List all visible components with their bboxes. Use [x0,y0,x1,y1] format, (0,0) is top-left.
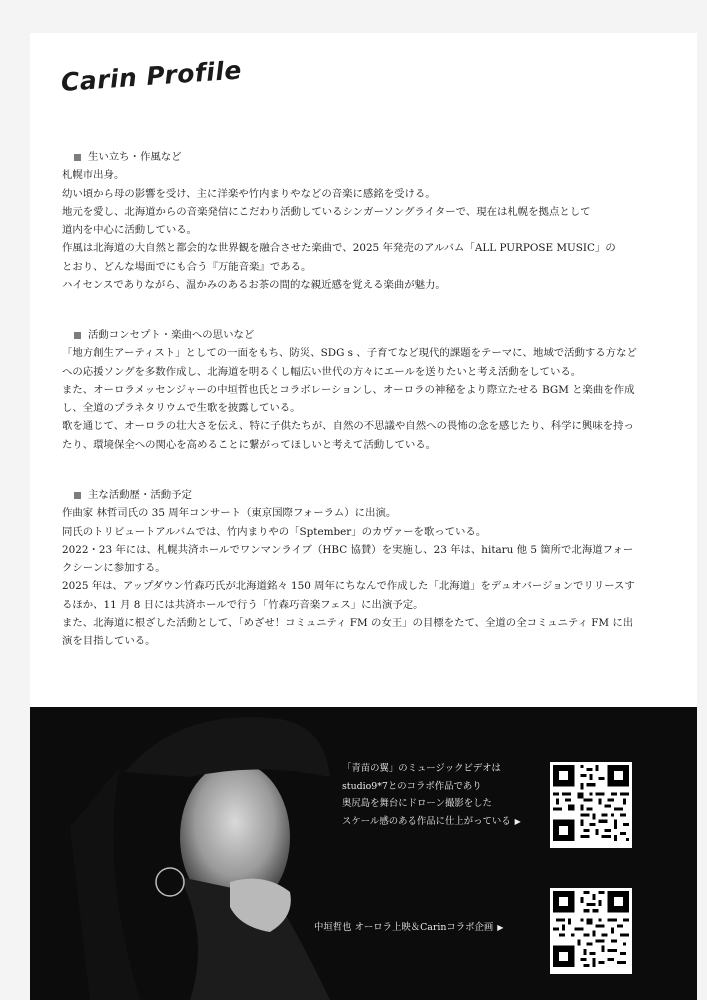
section-concept [62,326,640,454]
paragraph-line: 作風は北海道の大自然と都会的な世界観を融合させた楽曲で、2025 年発売のアルバム「ALL PURPOSE MUSIC」の [62,242,616,255]
promo-line: スケール感のある作品に仕上がっている ▶ [342,815,521,827]
promo-panel [30,707,697,1000]
paragraph-line: 2022・23 年には、札幌共済ホールでワンマンライブ（HBC 協賛）を実施し、23 年は、hitaru 他 5 箇所で北海道フォークシーンに参加する。 [62,543,634,575]
promo-line: 「青苗の翼」のミュージックビデオは [342,763,501,774]
qr-code-icon [553,891,629,967]
square-bullet-icon [74,492,81,499]
qr-code-icon [553,765,629,841]
square-bullet-icon [74,154,81,161]
paragraph-line: ハイセンスでありながら、温かみのあるお茶の間的な親近感を覚える楽曲が魅力。 [62,279,446,292]
paragraph-line: 2025 年は、アップダウン竹森巧氏が北海道銘々 150 周年にちなんで作成した「北海道」をデュオバージョンでリリースするほか、11 月 8 日には共済ホールで行う「竹森巧音楽フェス」に出演予定。 [62,580,635,611]
promo-line: studio9*7とのコラボ作品であり [342,780,482,792]
paragraph-line: 札幌市出身。 [62,169,125,182]
arrow-right-icon: ▶ [497,923,504,932]
aurora-promo-text: 中垣哲也 オーロラ上映＆Carinコラボ企画 ▶ [314,922,504,933]
aurora-qr-code[interactable] [550,888,632,974]
paragraph-line: 道内を中心に活動している。 [62,224,198,237]
square-bullet-icon [74,332,81,339]
mv-qr-code[interactable] [550,762,632,848]
paragraph-line: 「地方創生アーティスト」としての一面をもち、防災、SDG s 、子育てなど現代的課題をテーマに、地域で活動する方などへの応援ソングを多数作成し、北海道を明るくし幅広い世代の方々にエールを送りたいと考え活動をしている。 [62,347,637,378]
profile-title: Carin Profile [59,55,243,97]
arrow-right-icon: ▶ [514,816,521,826]
paragraph-line: また、オーロラメッセンジャーの中垣哲也氏とコラボレーションし、オーロラの神秘をより際立たせる BGM と楽曲を作成し、全道のプラネタリウムで生歌を披露している。 [62,383,635,415]
section-heading: 主な活動歴・活動予定 [62,486,640,504]
paragraph-line: 歌を通じて、オーロラの壮大さを伝え、特に子供たちが、自然の不思議や自然への畏怖の念を感じたり、科学に興味を持ったり、環境保全への関心を高めることに繋がってほしいと考えて活動している。 [62,420,634,451]
paragraph-line: 同氏のトリビュートアルバムでは、竹内まりやの「Sptember」のカヴァーを歌っている。 [62,525,487,538]
paragraph-line: 地元を愛し、北海道からの音楽発信にこだわり活動しているシンガーソングライターで、現在は札幌を拠点として [62,205,591,218]
section-heading: 活動コンセプト・楽曲への思いなど [62,326,640,344]
promo-line: 奥尻島を舞台にドローン撮影をした [342,798,492,810]
mv-promo-text [342,760,562,830]
paragraph-line: 幼い頃から母の影響を受け、主に洋楽や竹内まりやなどの音楽に感銘を受ける。 [62,187,436,200]
paragraph-line: 作曲家 林哲司氏の 35 周年コンサート（東京国際フォーラム）に出演。 [62,507,397,520]
section-history [62,486,640,651]
paragraph-line: とおり、どんな場面でにも合う『万能音楽』である。 [62,260,312,273]
paragraph-line: また、北海道に根ざした活動として、「めざせ！コミュニティ FM の女王」の目標をたて、全道の全コミュニティ FM に出演を目指している。 [62,617,634,648]
section-background [62,148,652,294]
section-heading: 生い立ち・作風など [62,148,652,166]
